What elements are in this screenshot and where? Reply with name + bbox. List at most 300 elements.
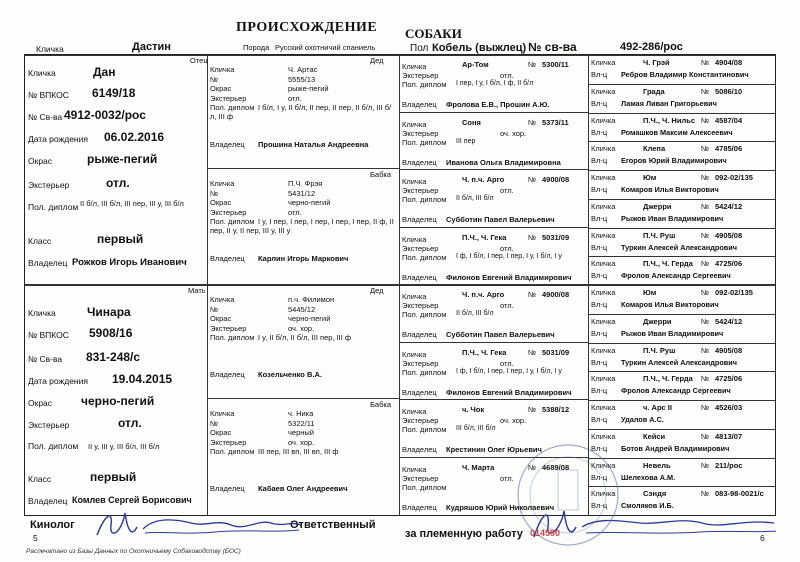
gggp-owner: Комаров Илья Викторович <box>621 300 719 309</box>
ggp-no-label: № <box>528 290 537 299</box>
mother-vpkos-label: № ВПКОС <box>28 330 69 340</box>
ggp-number: 4900/08 <box>542 175 570 184</box>
father-color: рыже-пегий <box>87 152 158 166</box>
mother-name: Чинара <box>87 305 131 319</box>
gp-diplomas: I у, II б/л, II б/л, III пер, III ф <box>258 333 352 342</box>
gp-section-label: Дед <box>370 286 384 295</box>
ggp-field-label: Пол. диплом <box>402 195 447 204</box>
mother-exterior-label: Экстерьер <box>28 420 70 430</box>
ggp-no-label: № <box>528 175 537 184</box>
gggp-number: 4904/08 <box>715 58 743 67</box>
gp-color: рыже-пегий <box>288 84 329 93</box>
ggp-field-label: Владелец <box>402 157 437 167</box>
gggp-divider <box>588 429 776 430</box>
gggp-owner: Фролов Александр Сергеевич <box>621 386 731 396</box>
gggp-divider <box>588 343 776 344</box>
gp-field-label: Пол. диплом <box>210 447 255 456</box>
ggp-no-label: № <box>528 60 537 69</box>
ggp-field-label: Экстерьер <box>402 71 439 80</box>
gggp-no-label: № <box>701 230 710 240</box>
ggp-field-label: Владелец <box>402 100 437 109</box>
gggp-owner: Рыжов Иван Владимирович <box>621 328 724 338</box>
gggp-name: П.Ч. Руш <box>643 230 676 240</box>
ggp-diplomas: II б/л, III б/л <box>456 195 494 202</box>
ggp-field-label: Владелец <box>402 330 437 339</box>
ggp-name: П.Ч., Ч. Гека <box>462 232 507 242</box>
ggp-exterior: отл. <box>500 186 514 195</box>
gggp-owner: Егоров Юрий Владимирович <box>621 156 727 166</box>
gggp-number: 092-02/135 <box>715 288 753 297</box>
gp-field-label: Окрас <box>210 314 232 323</box>
gp-field-label: Экстерьер <box>210 437 247 447</box>
gggp-owner-label: Вл-ц <box>591 472 608 482</box>
gp-color: черный <box>288 428 314 437</box>
mother-owner: Комлев Сергей Борисович <box>72 495 192 505</box>
sex-value: Кобель (выжлец) <box>432 42 527 54</box>
gggp-owner: Ботов Андрей Владимирович <box>621 443 730 453</box>
gggp-owner-label: Вл-ц <box>591 357 608 367</box>
ggp-name: Ч. п.ч. Арго <box>462 290 505 299</box>
gp-section-label: Бабка <box>370 400 392 409</box>
mother-vpkos: 5908/16 <box>89 326 133 340</box>
father-name-label: Кличка <box>28 68 56 78</box>
ggp-field-label: Пол. диплом <box>402 367 447 377</box>
gp-color: черно-пегий <box>288 314 331 323</box>
gggp-owner-label: Вл-ц <box>591 328 608 338</box>
gp-name: П.Ч. Фрэя <box>288 179 323 188</box>
gggp-no-label: № <box>701 144 710 154</box>
gggp-owner: Рыжов Иван Владимирович <box>621 213 724 223</box>
ggp-no-label: № <box>528 462 537 472</box>
gggp-name: П.Ч. Руш <box>643 345 676 355</box>
father-birth: 06.02.2016 <box>104 130 165 144</box>
gggp-owner: Шелехова А.М. <box>621 472 676 482</box>
gggp-owner-label: Вл-ц <box>591 271 608 281</box>
ggp-number: 4900/08 <box>542 290 570 299</box>
father-class: первый <box>97 232 144 246</box>
gp-field-label: Экстерьер <box>210 207 247 217</box>
gp-field-label: Владелец <box>210 140 245 149</box>
ggp-owner: Крестинин Олег Юрьевич <box>446 445 542 454</box>
gggp-owner: Ламая Ливан Григорьевич <box>621 98 717 108</box>
gp-field-label: Кличка <box>210 409 235 418</box>
ggp-number: 5300/11 <box>542 60 569 69</box>
mother-owner-label: Владелец <box>28 496 68 506</box>
ggp-name: Соня <box>462 117 481 127</box>
gggp-name: Джерри <box>643 201 672 211</box>
ggp-divider <box>399 342 588 343</box>
gp-field-label: Экстерьер <box>210 93 247 103</box>
mother-exterior: отл. <box>118 416 142 430</box>
gggp-no-label: № <box>701 173 710 182</box>
kinolog-signature <box>95 505 305 543</box>
gp-field-label: № <box>210 74 219 84</box>
gp-field-label: Владелец <box>210 254 245 263</box>
dog-name-value: Дастин <box>132 41 171 53</box>
gggp-field-label: Кличка <box>591 201 616 211</box>
gggp-divider <box>588 371 776 372</box>
ggp-field-label: Кличка <box>402 349 427 359</box>
gggp-owner-label: Вл-ц <box>591 98 608 108</box>
ggp-no-label: № <box>528 232 537 242</box>
ggp-field-label: Экстерьер <box>402 358 439 368</box>
gggp-number: 5424/12 <box>715 201 743 211</box>
gggp-number: 5424/12 <box>715 316 743 326</box>
kinolog-label: Кинолог <box>30 519 75 531</box>
gp-owner: Прошина Наталья Андреевна <box>258 140 369 149</box>
gggp-owner: Туркин Алексей Александрович <box>621 242 738 252</box>
ggp-exterior: отл. <box>500 71 514 80</box>
ggp-name: Ч. Марта <box>462 462 495 472</box>
ggp-field-label: Кличка <box>402 62 427 71</box>
gggp-no-label: № <box>701 86 710 96</box>
ggp-field-label: Экстерьер <box>402 243 439 253</box>
gggp-owner: Смоляков И.Б. <box>621 501 674 511</box>
gggp-field-label: Кличка <box>591 86 616 96</box>
mother-color-label: Окрас <box>28 398 53 408</box>
father-diplomas: II б/л, III б/л, III пер, III у, III б/л <box>80 199 184 208</box>
ggp-field-label: Кличка <box>402 119 427 129</box>
ggp-field-label: Экстерьер <box>402 473 439 483</box>
ggp-divider <box>399 112 588 113</box>
gggp-number: 4813/07 <box>715 431 743 441</box>
ggp-field-label: Пол. диплом <box>402 482 447 492</box>
breed-value: Русский охотничий спаниель <box>275 43 376 52</box>
gggp-field-label: Кличка <box>591 58 616 67</box>
stamp-number: 014590 <box>530 528 561 538</box>
gggp-no-label: № <box>701 201 710 211</box>
official-stamp <box>508 440 628 550</box>
gp-field-label: Экстерьер <box>210 323 247 333</box>
gggp-field-label: Кличка <box>591 288 616 297</box>
gp-color: черно-пегий <box>288 198 331 207</box>
gggp-divider <box>588 84 776 85</box>
gggp-name: Невель <box>643 460 671 470</box>
gp-number: 5445/12 <box>288 304 316 314</box>
mother-cert-label: № Св-ва <box>28 354 63 364</box>
gp-section-label: Дед <box>370 56 384 65</box>
gp-field-label: № <box>210 188 219 198</box>
gggp-name: П.Ч., Ч. Нильс <box>643 115 696 125</box>
gggp-owner-label: Вл-ц <box>591 242 608 252</box>
gp-owner: Кабаев Олег Андреевич <box>258 484 348 493</box>
gggp-field-label: Кличка <box>591 259 616 269</box>
gp-diplomas: III пер, III вп, III вп, III ф <box>258 447 339 456</box>
gggp-number: 5086/10 <box>715 86 743 96</box>
ggp-diplomas: III б/л, III б/л <box>456 425 496 432</box>
gggp-number: 4526/03 <box>715 403 743 412</box>
gggp-no-label: № <box>701 288 710 297</box>
gggp-owner: Туркин Алексей Александрович <box>621 357 738 367</box>
ggp-name: ч. Чок <box>462 405 485 414</box>
ggp-divider <box>399 284 588 285</box>
gggp-name: П.Ч., Ч. Герда <box>643 374 693 384</box>
gp-field-label: Владелец <box>210 370 245 379</box>
document-title: ПРОИСХОЖДЕНИЕ <box>236 20 378 35</box>
gp-field-label: № <box>210 418 219 428</box>
gggp-number: 4725/06 <box>715 374 743 384</box>
ggp-no-label: № <box>528 405 537 414</box>
ggp-number: 5031/09 <box>542 232 570 242</box>
ggp-field-label: Пол. диплом <box>402 80 447 89</box>
gp-owner: Карлин Игорь Маркович <box>258 254 349 263</box>
ggp-field-label: Владелец <box>402 215 437 224</box>
gp-diplomas: I б/л, I у, II б/л, II пер, II пер, II б/л, III б/л, III ф <box>210 103 392 121</box>
mother-section-label: Мать <box>188 286 206 295</box>
mother-class-label: Класс <box>28 474 52 484</box>
gggp-number: 4587/04 <box>715 115 743 125</box>
gggp-name: Кейси <box>643 431 666 441</box>
father-vpkos-label: № ВПКОС <box>28 90 69 100</box>
father-vpkos: 6149/18 <box>92 86 136 100</box>
ggp-field-label: Экстерьер <box>402 301 439 310</box>
mother-class: первый <box>90 470 137 484</box>
ggp-owner: Кудряшов Юрий Николаевич <box>446 502 555 512</box>
gp-diplomas: I у, I пер, I пер, I пер, I пер, I пер, II ф, II пер, II у, II пер, III у, III у <box>210 217 394 235</box>
gggp-no-label: № <box>701 431 710 441</box>
ggp-field-label: Пол. диплом <box>402 310 447 319</box>
gggp-number: 4785/06 <box>715 144 743 154</box>
gggp-number: 4905/08 <box>715 345 743 355</box>
gggp-owner: Ребров Владимир Константинович <box>621 70 749 79</box>
gp-field-label: Пол. диплом <box>210 103 255 112</box>
gggp-divider <box>588 400 776 401</box>
ggp-field-label: Экстерьер <box>402 416 439 425</box>
gggp-number: 4905/08 <box>715 230 743 240</box>
ggp-no-label: № <box>528 117 537 127</box>
gggp-owner: Ромашков Максим Алексеевич <box>621 127 733 137</box>
gggp-field-label: Кличка <box>591 345 616 355</box>
gggp-divider <box>588 256 776 257</box>
breeding-label: за племенную работу <box>405 528 523 540</box>
ggp-diplomas: I ф, I б/л, I пер, I пер, I у, I б/л, I у <box>456 367 562 375</box>
ggp-exterior: отл. <box>500 358 514 368</box>
ggp-name: Ар-Том <box>462 60 489 69</box>
gp-field-label: Кличка <box>210 179 235 188</box>
gp-number: 5431/12 <box>288 188 316 198</box>
father-cert-label: № Св-ва <box>28 112 63 122</box>
gp-name: п.ч. Филимон <box>288 295 335 304</box>
gggp-name: Юм <box>643 173 657 182</box>
breed-label: Порода <box>243 43 270 52</box>
dog-name-label: Кличка <box>36 44 64 54</box>
ggp-field-label: Владелец <box>402 387 437 397</box>
gp-number: 5555/13 <box>288 74 316 84</box>
gggp-name: П.Ч., Ч. Герда <box>643 259 693 269</box>
gggp-name: Клепа <box>643 144 666 154</box>
father-cert: 4912-0032/рос <box>64 108 146 122</box>
cert-label: № св-ва <box>528 40 577 54</box>
ggp-field-label: Владелец <box>402 445 437 454</box>
ggp-number: 5388/12 <box>542 405 570 414</box>
responsible-label: Ответственный <box>290 519 376 531</box>
gggp-field-label: Кличка <box>591 431 616 441</box>
gggp-divider <box>588 113 776 114</box>
ggp-diplomas: II б/л, III б/л <box>456 310 494 317</box>
gggp-owner-label: Вл-ц <box>591 501 608 511</box>
gggp-no-label: № <box>701 259 710 269</box>
ggp-number: 5373/11 <box>542 117 569 127</box>
gp-name: ч. Ника <box>288 409 314 418</box>
ggp-field-label: Кличка <box>402 292 427 301</box>
gggp-owner-label: Вл-ц <box>591 127 608 137</box>
gp-field-label: Окрас <box>210 198 232 207</box>
ggp-field-label: Экстерьер <box>402 128 439 138</box>
cert-value: 492-286/рос <box>620 41 683 53</box>
gggp-no-label: № <box>701 115 710 125</box>
gggp-no-label: № <box>701 345 710 355</box>
gggp-divider <box>588 285 776 286</box>
gggp-owner-label: Вл-ц <box>591 386 608 396</box>
ggp-divider <box>399 399 588 400</box>
mother-diplomas-label: Пол. диплом <box>28 441 79 451</box>
gp-name: Ч. Артас <box>288 65 318 74</box>
father-owner-label: Владелец <box>28 258 68 268</box>
ggp-exterior: оч. хор. <box>500 128 527 138</box>
gggp-no-label: № <box>701 489 710 499</box>
gggp-owner-label: Вл-ц <box>591 415 608 424</box>
gp-owner: Козельченко В.А. <box>258 370 322 379</box>
gggp-owner-label: Вл-ц <box>591 70 608 79</box>
ggp-field-label: Кличка <box>402 234 427 244</box>
gggp-no-label: № <box>701 374 710 384</box>
ggp-name: П.Ч., Ч. Гека <box>462 347 507 357</box>
gp-exterior: оч. хор. <box>288 323 315 333</box>
gggp-field-label: Кличка <box>591 460 616 470</box>
gp-exterior: отл. <box>288 207 302 217</box>
gggp-name: Джерри <box>643 316 672 326</box>
mother-name-label: Кличка <box>28 308 56 318</box>
gggp-owner-label: Вл-ц <box>591 156 608 166</box>
ggp-diplomas: III пер <box>456 137 476 145</box>
ggp-field-label: Пол. диплом <box>402 425 447 434</box>
gggp-number: 4725/06 <box>715 259 743 269</box>
gggp-divider <box>588 314 776 315</box>
gggp-field-label: Кличка <box>591 489 616 499</box>
gggp-number: 092-02/135 <box>715 173 753 182</box>
father-section-label: Отец <box>190 56 208 65</box>
ggp-owner: Иванова Ольга Владимировна <box>446 157 561 167</box>
gggp-name: Града <box>643 86 665 96</box>
ggp-number: 5031/09 <box>542 347 570 357</box>
gggp-name: Ч. Грэй <box>643 58 670 67</box>
mother-color: черно-пегий <box>81 394 155 408</box>
father-class-label: Класс <box>28 236 52 246</box>
gggp-owner: Комаров Илья Викторович <box>621 185 719 194</box>
gggp-no-label: № <box>701 403 710 412</box>
father-color-label: Окрас <box>28 156 53 166</box>
ggp-exterior: отл. <box>500 473 514 483</box>
gggp-number: 083-98-0021/с <box>715 489 764 499</box>
gggp-divider <box>588 199 776 200</box>
ggp-field-label: Владелец <box>402 272 437 282</box>
ggp-field-label: Пол. диплом <box>402 137 447 147</box>
gp-number: 5322/11 <box>288 418 315 428</box>
source-note: Распечатано из Базы Данных по Охотничьему Собаководству (БОС) <box>26 548 241 555</box>
gp-section-label: Бабка <box>370 170 392 179</box>
gggp-name: ч. Арс II <box>643 403 672 412</box>
mother-birth: 19.04.2015 <box>112 372 173 386</box>
gp-exterior: отл. <box>288 93 302 103</box>
ggp-field-label: Пол. диплом <box>402 252 447 262</box>
ggp-field-label: Кличка <box>402 177 427 186</box>
gggp-divider <box>588 141 776 142</box>
ggp-owner: Филонов Евгений Владимирович <box>446 387 572 397</box>
gggp-owner: Удалов А.С. <box>621 415 664 424</box>
gggp-name: Сэндя <box>643 489 667 499</box>
sex-label: Пол <box>410 43 429 54</box>
ggp-no-label: № <box>528 347 537 357</box>
ggp-owner: Фролова Е.В., Прошин А.Ю. <box>446 100 550 109</box>
gggp-field-label: Кличка <box>591 403 616 412</box>
ggp-field-label: Кличка <box>402 407 427 416</box>
gggp-name: Юм <box>643 288 657 297</box>
gggp-number: 211/рос <box>715 460 743 470</box>
gggp-divider <box>588 228 776 229</box>
gp-field-label: Кличка <box>210 65 235 74</box>
ggp-diplomas: I пер, I у, I б/л, I ф, II б/л <box>456 80 534 87</box>
gggp-field-label: Кличка <box>591 230 616 240</box>
gggp-no-label: № <box>701 58 710 67</box>
gp-field-label: Владелец <box>210 484 245 493</box>
gggp-field-label: Кличка <box>591 173 616 182</box>
gggp-owner-label: Вл-ц <box>591 300 608 309</box>
ggp-exterior: отл. <box>500 243 514 253</box>
ggp-exterior: оч. хор. <box>500 416 527 425</box>
gggp-owner-label: Вл-ц <box>591 185 608 194</box>
ggp-owner: Субботин Павел Валерьевич <box>446 215 555 224</box>
gggp-field-label: Кличка <box>591 374 616 384</box>
ggp-owner: Филонов Евгений Владимирович <box>446 272 572 282</box>
gp-field-label: Пол. диплом <box>210 333 255 342</box>
gggp-no-label: № <box>701 460 710 470</box>
gggp-owner-label: Вл-ц <box>591 443 608 453</box>
mother-birth-label: Дата рождения <box>28 376 88 386</box>
ggp-field-label: Владелец <box>402 502 437 512</box>
ggp-diplomas: I ф, I б/л, I пер, I пер, I у, I б/л, I у <box>456 252 562 260</box>
gp-field-label: Пол. диплом <box>210 217 255 226</box>
ggp-divider <box>399 227 588 228</box>
gggp-owner-label: Вл-ц <box>591 213 608 223</box>
page-number-left: 5 <box>33 533 38 543</box>
father-exterior: отл. <box>106 176 130 190</box>
ggp-field-label: Кличка <box>402 464 427 474</box>
father-diplomas-label: Пол. диплом <box>28 202 79 212</box>
ggp-owner: Субботин Павел Валерьевич <box>446 330 555 339</box>
father-owner: Рожков Игорь Иванович <box>72 257 187 268</box>
gggp-field-label: Кличка <box>591 316 616 326</box>
ggp-divider <box>399 169 588 170</box>
ggp-field-label: Экстерьер <box>402 186 439 195</box>
ggp-exterior: отл. <box>500 301 514 310</box>
page-number-right: 6 <box>760 533 765 543</box>
father-birth-label: Дата рождения <box>28 134 88 144</box>
mother-diplomas: II у, III у, III б/л, III б/л <box>88 442 160 451</box>
gggp-field-label: Кличка <box>591 144 616 154</box>
mother-cert: 831-248/с <box>86 350 141 364</box>
father-exterior-label: Экстерьер <box>28 180 70 190</box>
gp-field-label: № <box>210 304 219 314</box>
gp-exterior: оч. хор. <box>288 437 315 447</box>
gggp-owner: Фролов Александр Сергеевич <box>621 271 731 281</box>
father-name: Дан <box>93 65 116 79</box>
document-title-right: СОБАКИ <box>405 26 462 41</box>
gp-field-label: Окрас <box>210 84 232 93</box>
gggp-no-label: № <box>701 316 710 326</box>
gggp-divider <box>588 170 776 171</box>
ggp-number: 4689/08 <box>542 462 570 472</box>
gp-field-label: Окрас <box>210 428 232 437</box>
